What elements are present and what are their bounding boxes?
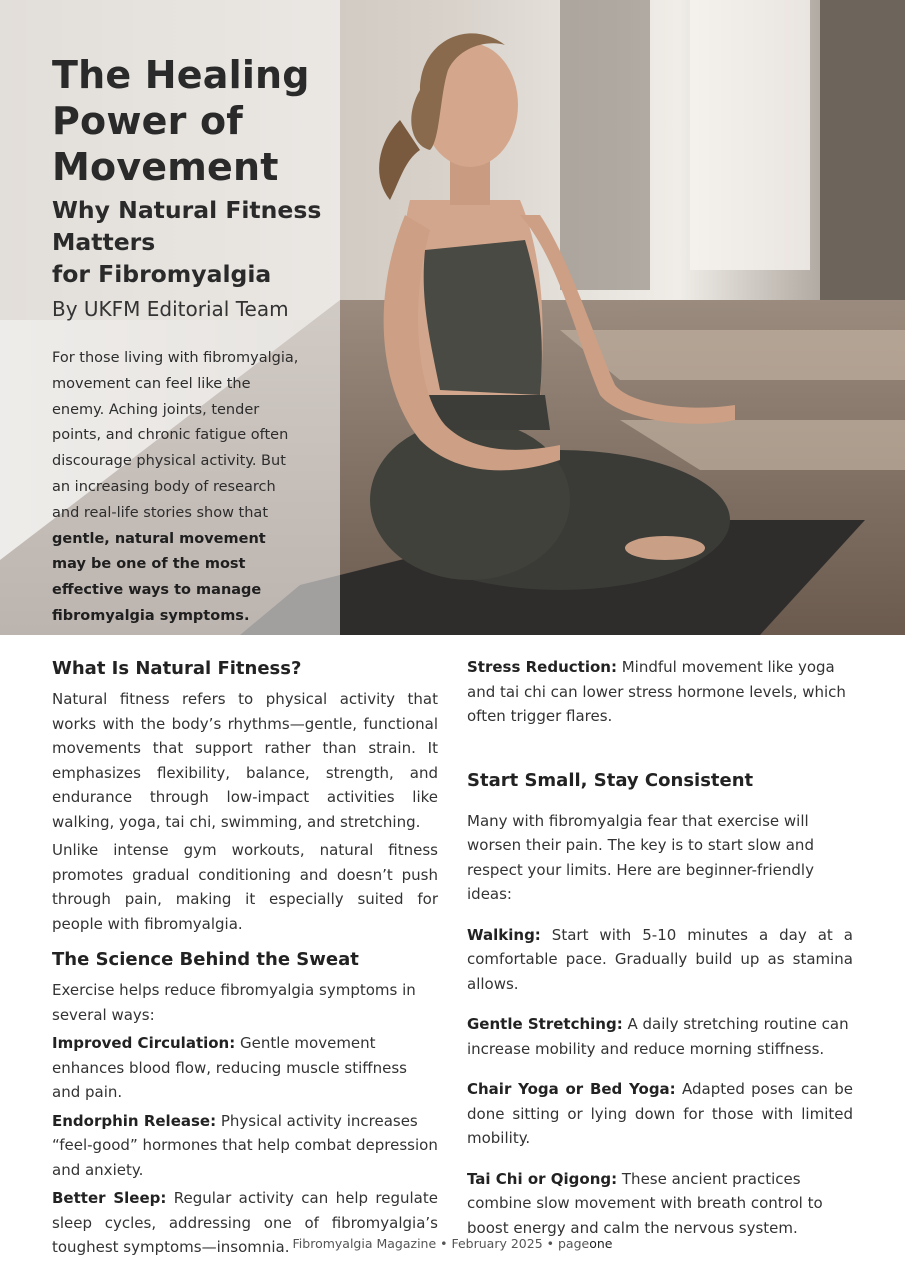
idea-walking xyxy=(467,923,853,997)
idea-chair-yoga xyxy=(467,1077,853,1151)
page-footer xyxy=(0,1236,905,1251)
benefit-text: Gentle movement enhances blood flow, reducing muscle stiffness and pain. xyxy=(52,1034,407,1101)
benefit-label: Improved Circulation: xyxy=(52,1034,236,1052)
left-column xyxy=(52,655,438,1260)
heading-what-is-natural-fitness: What Is Natural Fitness? xyxy=(52,658,302,679)
idea-gentle-stretching xyxy=(467,1012,853,1061)
idea-label: Tai Chi or Qigong: xyxy=(467,1169,618,1188)
article-intro xyxy=(52,346,304,630)
benefit-stress-reduction xyxy=(467,655,853,729)
idea-label: Walking: xyxy=(467,925,541,944)
intro-bold-text: gentle, natural movement may be one of the most effective ways to manage fibromyalgia symptoms. xyxy=(52,530,266,624)
footer-page-word: page xyxy=(557,1236,590,1251)
idea-text: A daily stretching routine can increase mobility and reduce morning stiffness. xyxy=(467,1015,849,1058)
benefit-label: Stress Reduction: xyxy=(467,658,617,676)
idea-label: Gentle Stretching: xyxy=(467,1015,623,1033)
benefit-endorphin-release xyxy=(52,1109,438,1183)
right-column xyxy=(467,655,853,1240)
footer-text: Fibromyalgia Magazine • February 2025 • xyxy=(292,1236,558,1251)
benefit-improved-circulation xyxy=(52,1031,438,1105)
footer-page-number: one xyxy=(589,1236,613,1251)
idea-label: Chair Yoga or Bed Yoga: xyxy=(467,1080,676,1098)
paragraph-exercise-helps: Exercise helps reduce fibromyalgia symptoms in several ways: xyxy=(52,981,416,1024)
benefit-label: Endorphin Release: xyxy=(52,1111,217,1130)
idea-text: Start with 5-10 minutes a day at a comfortable pace. Gradually build up as stamina allows. xyxy=(467,925,853,993)
benefit-text: Mindful movement like yoga and tai chi can lower stress hormone levels, which often trigger flares. xyxy=(467,658,846,725)
paragraph-natural-fitness: Natural fitness refers to physical activity that works with the body’s rhythms—gentle, functional movements that support rather than strain. It emphasizes flexibility, balance, strength, and endurance through low-impact activities like walking, yoga, tai chi, swimming, and stretching. xyxy=(52,690,438,831)
paragraph-many-fear: Many with fibromyalgia fear that exercise will worsen their pain. The key is to start slow and respect your limits. Here are beginner-friendly ideas: xyxy=(467,811,814,903)
benefit-text: Regular activity can help regulate sleep cycles, addressing one of fibromyalgia’s toughest symptoms—insomnia. xyxy=(52,1189,438,1256)
idea-text: These ancient practices combine slow movement with breath control to boost energy and calm the nervous system. xyxy=(467,1169,823,1237)
benefit-label: Better Sleep: xyxy=(52,1189,167,1207)
benefit-text: Physical activity increases “feel-good” hormones that help combat depression and anxiety. xyxy=(52,1111,438,1179)
heading-start-small: Start Small, Stay Consistent xyxy=(467,769,754,791)
article-title: The Healing Power of Movement xyxy=(52,53,310,189)
hero-text-block xyxy=(52,52,327,630)
idea-text: Adapted poses can be done sitting or lying down for those with limited mobility. xyxy=(467,1080,853,1147)
article-byline: By UKFM Editorial Team xyxy=(52,297,289,321)
article-subtitle: Why Natural Fitness Matters for Fibromyalgia xyxy=(52,196,322,288)
hero-section xyxy=(0,0,905,635)
intro-plain-text: For those living with fibromyalgia, movement can feel like the enemy. Aching joints, tender points, and chronic fatigue often discourage physical activity. But an increasing body of research and real-life stories show that xyxy=(52,350,299,521)
paragraph-unlike-gym: Unlike intense gym workouts, natural fitness promotes gradual conditioning and doesn’t push through pain, making it especially suited for people with fibromyalgia. xyxy=(52,841,438,933)
heading-science-behind-sweat: The Science Behind the Sweat xyxy=(52,949,359,970)
idea-tai-chi xyxy=(467,1167,853,1241)
